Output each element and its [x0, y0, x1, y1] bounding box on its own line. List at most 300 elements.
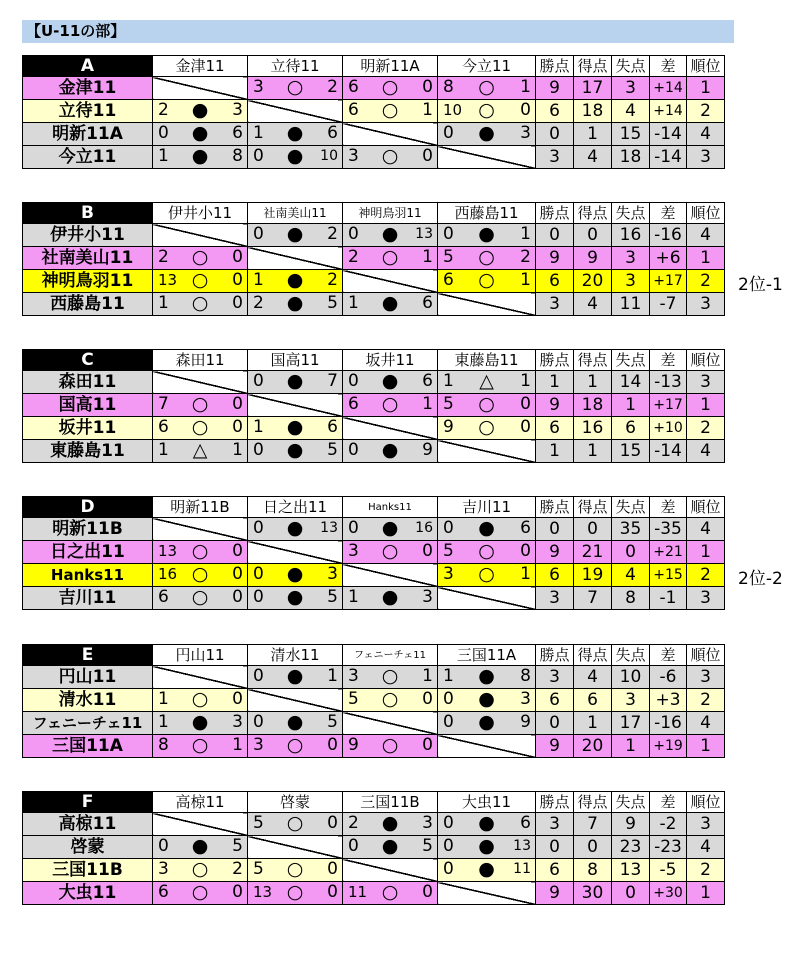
score-for: 1 [158, 146, 169, 166]
team-name: 明新11A [23, 123, 153, 146]
score-for: 13 [158, 542, 178, 560]
score-against: 1 [422, 100, 433, 120]
goals-against-cell: 23 [612, 836, 650, 859]
opponent-header: 吉川11 [438, 497, 536, 518]
score-against: 1 [520, 224, 531, 244]
score-for: 8 [158, 735, 169, 755]
goals-against-cell: 6 [612, 417, 650, 440]
match-result-cell [248, 146, 343, 169]
stat-header: 勝点 [536, 350, 574, 371]
opponent-header: 東藤島11 [438, 350, 536, 371]
loss-mark: ● [191, 122, 209, 144]
points-cell: 3 [536, 293, 574, 316]
points-cell: 3 [536, 813, 574, 836]
match-result-cell [153, 270, 248, 293]
match-result-cell [153, 293, 248, 316]
win-mark: ○ [381, 540, 399, 562]
match-result-cell [153, 859, 248, 882]
goals-against-cell: 8 [612, 587, 650, 610]
team-name: 吉川11 [23, 587, 153, 610]
loss-mark: ● [478, 858, 495, 880]
match-result-cell [438, 224, 536, 247]
goal-diff-cell: -7 [650, 293, 687, 316]
team-name: 立待11 [23, 100, 153, 123]
goals-against-cell: 4 [612, 564, 650, 587]
points-cell: 0 [536, 518, 574, 541]
stat-header: 差 [650, 203, 687, 224]
goal-diff-cell: +30 [650, 882, 687, 905]
team-name: Hanks11 [23, 564, 153, 587]
opponent-header: 大虫11 [438, 792, 536, 813]
opponent-header: 明新11A [343, 56, 438, 77]
stat-header: 失点 [612, 792, 650, 813]
rank-cell: 1 [687, 541, 725, 564]
points-cell: 3 [536, 587, 574, 610]
goal-diff-cell: -23 [650, 836, 687, 859]
loss-mark: ● [381, 223, 399, 245]
score-for: 0 [253, 518, 264, 538]
score-for: 5 [253, 813, 264, 833]
match-result-cell [438, 689, 536, 712]
team-row [23, 417, 725, 440]
score-for: 9 [443, 417, 454, 437]
score-against: 0 [232, 293, 243, 313]
draw-mark: △ [479, 370, 494, 392]
opponent-header: 金津11 [153, 56, 248, 77]
goal-diff-cell: +14 [650, 77, 687, 100]
score-against: 0 [232, 417, 243, 437]
score-against: 1 [327, 666, 338, 686]
score-against: 5 [327, 293, 338, 313]
score-for: 16 [158, 565, 178, 583]
opponent-header: 伊井小11 [153, 203, 248, 224]
match-result-cell [438, 666, 536, 689]
points-cell: 3 [536, 666, 574, 689]
win-mark: ○ [191, 858, 209, 880]
opponent-header: 立待11 [248, 56, 343, 77]
rank-cell: 3 [687, 587, 725, 610]
score-against: 0 [422, 882, 433, 902]
match-result-cell [438, 247, 536, 270]
score-against: 0 [232, 882, 243, 902]
win-mark: ○ [191, 416, 209, 438]
score-for: 2 [348, 247, 359, 267]
loss-mark: ● [381, 439, 399, 461]
rank-cell: 3 [687, 666, 725, 689]
loss-mark: ● [286, 370, 304, 392]
score-against: 10 [320, 148, 338, 164]
match-result-cell [343, 518, 438, 541]
score-against: 5 [327, 440, 338, 460]
group-table-a [22, 55, 725, 169]
score-for: 0 [253, 587, 264, 607]
stat-header: 失点 [612, 56, 650, 77]
rank-cell: 1 [687, 77, 725, 100]
score-against: 0 [327, 813, 338, 833]
stat-header: 失点 [612, 203, 650, 224]
score-against: 0 [232, 689, 243, 709]
goals-against-cell: 14 [612, 371, 650, 394]
loss-mark: ● [191, 835, 209, 857]
score-for: 2 [348, 813, 359, 833]
score-for: 6 [348, 394, 359, 414]
goal-diff-cell: -2 [650, 813, 687, 836]
team-row [23, 587, 725, 610]
score-against: 11 [513, 861, 531, 877]
goal-diff-cell: -5 [650, 859, 687, 882]
rank-cell: 4 [687, 123, 725, 146]
goals-for-cell: 17 [574, 77, 612, 100]
score-against: 2 [520, 247, 531, 267]
self-match-cell [248, 541, 343, 564]
score-against: 3 [520, 689, 531, 709]
score-against: 0 [422, 735, 433, 755]
team-row [23, 123, 725, 146]
win-mark: ○ [478, 269, 495, 291]
score-for: 0 [443, 123, 454, 143]
score-against: 6 [520, 813, 531, 833]
team-name: 清水11 [23, 689, 153, 712]
loss-mark: ● [191, 711, 209, 733]
score-for: 5 [348, 689, 359, 709]
loss-mark: ● [381, 370, 399, 392]
group-table-e [22, 644, 725, 758]
win-mark: ○ [478, 393, 495, 415]
goals-for-cell: 18 [574, 100, 612, 123]
win-mark: ○ [478, 540, 495, 562]
score-against: 3 [422, 587, 433, 607]
team-name: 今立11 [23, 146, 153, 169]
match-result-cell [438, 712, 536, 735]
self-match-cell [153, 666, 248, 689]
goal-diff-cell: -16 [650, 224, 687, 247]
score-against: 8 [232, 146, 243, 166]
group-header-row [23, 497, 725, 518]
rank-cell: 1 [687, 882, 725, 905]
goal-diff-cell: +3 [650, 689, 687, 712]
goals-against-cell: 16 [612, 224, 650, 247]
score-against: 0 [520, 541, 531, 561]
win-mark: ○ [191, 540, 209, 562]
score-for: 0 [253, 440, 264, 460]
score-against: 5 [327, 587, 338, 607]
points-cell: 3 [536, 146, 574, 169]
score-for: 8 [443, 77, 454, 97]
points-cell: 9 [536, 394, 574, 417]
loss-mark: ● [286, 122, 304, 144]
score-against: 1 [422, 247, 433, 267]
score-for: 5 [253, 859, 264, 879]
match-result-cell [343, 394, 438, 417]
rank-cell: 3 [687, 813, 725, 836]
rank-note: 2位-2 [738, 569, 783, 589]
score-against: 5 [422, 836, 433, 856]
goal-diff-cell: +21 [650, 541, 687, 564]
score-against: 13 [513, 838, 531, 854]
group-table-d [22, 496, 725, 610]
score-against: 0 [520, 394, 531, 414]
match-result-cell [343, 689, 438, 712]
team-name: 日之出11 [23, 541, 153, 564]
match-result-cell [248, 293, 343, 316]
win-mark: ○ [191, 734, 209, 756]
score-against: 1 [520, 77, 531, 97]
match-result-cell [248, 224, 343, 247]
opponent-header: 啓蒙 [248, 792, 343, 813]
team-name: 円山11 [23, 666, 153, 689]
score-against: 2 [327, 77, 338, 97]
match-result-cell [438, 417, 536, 440]
opponent-header: 坂井11 [343, 350, 438, 371]
self-match-cell [153, 371, 248, 394]
rank-cell: 4 [687, 836, 725, 859]
score-for: 0 [443, 859, 454, 879]
stat-header: 差 [650, 56, 687, 77]
group-label: A [23, 56, 153, 77]
win-mark: ○ [478, 563, 495, 585]
stat-header: 失点 [612, 645, 650, 666]
match-result-cell [343, 293, 438, 316]
match-result-cell [438, 77, 536, 100]
score-against: 0 [422, 689, 433, 709]
match-result-cell [343, 440, 438, 463]
score-against: 1 [520, 270, 531, 290]
loss-mark: ● [286, 563, 304, 585]
win-mark: ○ [286, 76, 304, 98]
win-mark: ○ [381, 688, 399, 710]
score-for: 3 [158, 859, 169, 879]
loss-mark: ● [286, 711, 304, 733]
loss-mark: ● [286, 416, 304, 438]
team-row [23, 882, 725, 905]
team-row [23, 293, 725, 316]
stat-header: 勝点 [536, 497, 574, 518]
points-cell: 6 [536, 564, 574, 587]
win-mark: ○ [381, 99, 399, 121]
team-row [23, 836, 725, 859]
rank-cell: 1 [687, 394, 725, 417]
loss-mark: ● [478, 688, 495, 710]
match-result-cell [248, 518, 343, 541]
match-result-cell [153, 836, 248, 859]
match-result-cell [248, 564, 343, 587]
score-for: 0 [158, 123, 169, 143]
points-cell: 6 [536, 859, 574, 882]
goal-diff-cell: +17 [650, 270, 687, 293]
goals-against-cell: 3 [612, 689, 650, 712]
self-match-cell [153, 77, 248, 100]
goal-diff-cell: -35 [650, 518, 687, 541]
self-match-cell [343, 712, 438, 735]
goals-against-cell: 15 [612, 123, 650, 146]
score-for: 1 [443, 666, 454, 686]
stat-header: 順位 [687, 56, 725, 77]
score-for: 0 [348, 224, 359, 244]
score-against: 2 [327, 270, 338, 290]
score-for: 6 [158, 882, 169, 902]
rank-cell: 4 [687, 518, 725, 541]
score-for: 6 [158, 417, 169, 437]
score-for: 3 [348, 541, 359, 561]
goals-for-cell: 1 [574, 712, 612, 735]
opponent-header: 日之出11 [248, 497, 343, 518]
loss-mark: ● [191, 145, 209, 167]
score-against: 3 [520, 123, 531, 143]
points-cell: 0 [536, 836, 574, 859]
rank-cell: 3 [687, 293, 725, 316]
win-mark: ○ [191, 292, 209, 314]
score-for: 0 [443, 712, 454, 732]
goals-against-cell: 1 [612, 735, 650, 758]
self-match-cell [153, 813, 248, 836]
match-result-cell [153, 735, 248, 758]
score-against: 3 [327, 564, 338, 584]
score-for: 0 [348, 440, 359, 460]
goals-against-cell: 4 [612, 100, 650, 123]
match-result-cell [248, 735, 343, 758]
opponent-header: 神明鳥羽11 [343, 203, 438, 224]
score-against: 0 [327, 882, 338, 902]
self-match-cell [343, 270, 438, 293]
group-table-b [22, 202, 725, 316]
goals-against-cell: 15 [612, 440, 650, 463]
match-result-cell [343, 587, 438, 610]
rank-cell: 1 [687, 735, 725, 758]
score-against: 8 [520, 666, 531, 686]
score-for: 0 [253, 146, 264, 166]
group-label: D [23, 497, 153, 518]
match-result-cell [248, 666, 343, 689]
score-against: 16 [415, 520, 433, 536]
stat-header: 順位 [687, 203, 725, 224]
score-against: 6 [327, 417, 338, 437]
score-against: 0 [232, 587, 243, 607]
loss-mark: ● [478, 122, 495, 144]
team-row [23, 518, 725, 541]
stat-header: 差 [650, 645, 687, 666]
match-result-cell [438, 518, 536, 541]
score-for: 2 [158, 100, 169, 120]
match-result-cell [248, 440, 343, 463]
rank-cell: 4 [687, 224, 725, 247]
match-result-cell [153, 394, 248, 417]
stat-header: 得点 [574, 497, 612, 518]
loss-mark: ● [381, 586, 399, 608]
team-name: 大虫11 [23, 882, 153, 905]
self-match-cell [343, 417, 438, 440]
score-for: 1 [443, 371, 454, 391]
loss-mark: ● [286, 223, 304, 245]
score-against: 6 [422, 293, 433, 313]
score-for: 5 [443, 541, 454, 561]
score-against: 9 [520, 712, 531, 732]
loss-mark: ● [381, 517, 399, 539]
stat-header: 得点 [574, 645, 612, 666]
match-result-cell [438, 541, 536, 564]
stat-header: 得点 [574, 56, 612, 77]
match-result-cell [248, 882, 343, 905]
stat-header: 得点 [574, 203, 612, 224]
rank-cell: 2 [687, 270, 725, 293]
score-against: 0 [232, 270, 243, 290]
self-match-cell [343, 859, 438, 882]
goals-for-cell: 0 [574, 518, 612, 541]
self-match-cell [153, 224, 248, 247]
win-mark: ○ [286, 812, 304, 834]
match-result-cell [153, 564, 248, 587]
points-cell: 6 [536, 417, 574, 440]
opponent-header: 三国11B [343, 792, 438, 813]
match-result-cell [248, 77, 343, 100]
goals-against-cell: 10 [612, 666, 650, 689]
score-against: 0 [232, 564, 243, 584]
goals-against-cell: 11 [612, 293, 650, 316]
win-mark: ○ [286, 858, 304, 880]
loss-mark: ● [478, 665, 495, 687]
match-result-cell [343, 813, 438, 836]
goals-for-cell: 1 [574, 440, 612, 463]
team-name: 明新11B [23, 518, 153, 541]
win-mark: ○ [381, 881, 399, 903]
goals-against-cell: 9 [612, 813, 650, 836]
team-name: 伊井小11 [23, 224, 153, 247]
loss-mark: ● [478, 711, 495, 733]
score-against: 0 [422, 146, 433, 166]
loss-mark: ● [286, 269, 304, 291]
match-result-cell [438, 813, 536, 836]
stat-header: 順位 [687, 350, 725, 371]
score-against: 1 [232, 735, 243, 755]
team-row [23, 247, 725, 270]
group-label: E [23, 645, 153, 666]
win-mark: ○ [381, 76, 399, 98]
opponent-header: 西藤島11 [438, 203, 536, 224]
stat-header: 勝点 [536, 645, 574, 666]
score-for: 0 [253, 712, 264, 732]
goals-against-cell: 3 [612, 77, 650, 100]
score-against: 5 [327, 712, 338, 732]
team-row [23, 371, 725, 394]
points-cell: 0 [536, 123, 574, 146]
loss-mark: ● [286, 439, 304, 461]
score-against: 2 [327, 224, 338, 244]
goal-diff-cell: +17 [650, 394, 687, 417]
group-header-row [23, 350, 725, 371]
loss-mark: ● [381, 292, 399, 314]
opponent-header: 明新11B [153, 497, 248, 518]
team-name: 神明鳥羽11 [23, 270, 153, 293]
win-mark: ○ [478, 99, 495, 121]
score-for: 1 [348, 587, 359, 607]
score-against: 0 [232, 541, 243, 561]
score-for: 1 [158, 293, 169, 313]
match-result-cell [438, 371, 536, 394]
team-row [23, 712, 725, 735]
goals-for-cell: 20 [574, 270, 612, 293]
score-against: 1 [520, 371, 531, 391]
score-for: 0 [348, 518, 359, 538]
match-result-cell [343, 77, 438, 100]
win-mark: ○ [478, 76, 495, 98]
match-result-cell [343, 666, 438, 689]
match-result-cell [438, 100, 536, 123]
match-result-cell [248, 123, 343, 146]
goals-for-cell: 1 [574, 371, 612, 394]
match-result-cell [153, 587, 248, 610]
points-cell: 6 [536, 689, 574, 712]
team-row [23, 440, 725, 463]
goals-against-cell: 0 [612, 541, 650, 564]
